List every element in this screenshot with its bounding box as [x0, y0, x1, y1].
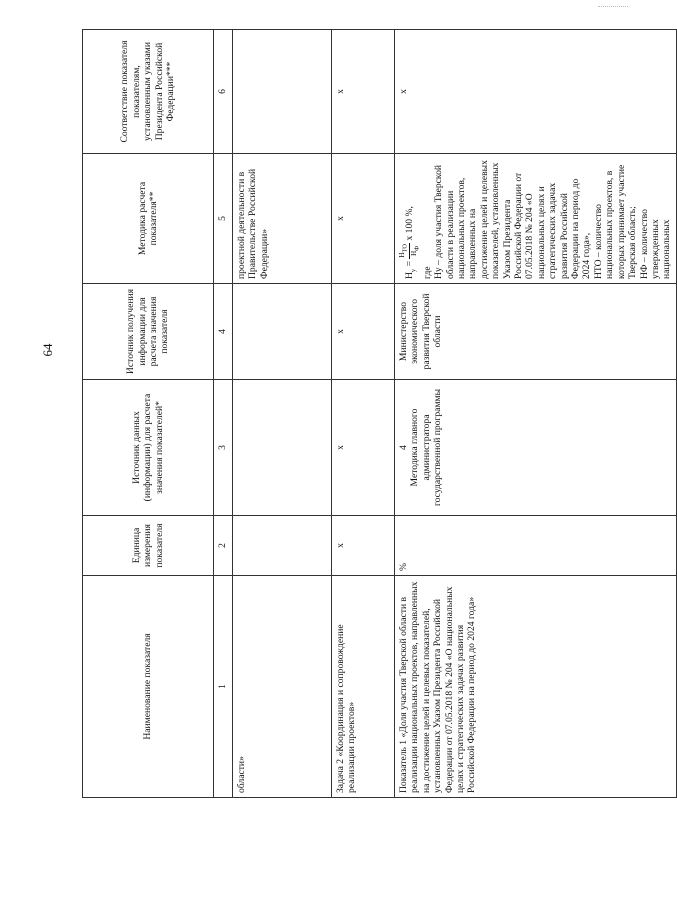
cell-compliance [233, 30, 332, 154]
header-data-source: Источник данных (информации) для расчета значения показателей* [83, 380, 214, 516]
page-number: 64 [40, 343, 55, 357]
indicator-table [82, 29, 677, 798]
method-text: Ну – доля участия Тверской области в реализации национальных проектов, направленных на достижение целей и целевых показателей, установленных Указом Президента Российской Федерации от 07.05.2018 № 204 «О национальных целях и стратегических задачах развития Российской Федерации на период до 2024 года», [433, 160, 593, 279]
indicator-table-wrapper [82, 30, 673, 798]
header-compliance: Соответствие показателя показателям, установленным указами Президента Российской Федерации*** [83, 30, 214, 154]
cell-data-source [233, 380, 332, 516]
data-source-number: 4 [398, 445, 409, 450]
column-number: 6 [214, 30, 233, 154]
table-row-task [332, 30, 395, 798]
table-header-row [83, 30, 214, 798]
cell-data-source: х [332, 380, 395, 516]
cell-data-source [395, 380, 677, 516]
cell-info-source: х [332, 284, 395, 380]
cell-method: проектной деятельности в Правительстве Российской Федерации» [233, 154, 332, 284]
formula-numerator-symbol: Н [398, 252, 406, 258]
cell-name: области» [233, 576, 332, 798]
header-indicator-name: Наименование показателя [83, 576, 214, 798]
formula-lhs-sub: у [410, 268, 417, 273]
column-number: 3 [214, 380, 233, 516]
table-row-indicator [395, 30, 677, 798]
header-unit: Единица измерения показателя [83, 516, 214, 576]
column-number: 5 [214, 154, 233, 284]
cell-method [395, 154, 677, 284]
column-number: 4 [214, 284, 233, 380]
scan-mark [598, 6, 628, 9]
cell-name: Задача 2 «Координация и сопровождение реализации проектов» [332, 576, 395, 798]
formula: $Н_у$ = $Н_{ТО}$ $Н_Ф$ x 100 %, [398, 206, 421, 279]
method-text: НТО – количество национальных проектов, в которых принимает участие Тверская область; [592, 164, 639, 279]
column-number: 2 [214, 516, 233, 576]
cell-unit [233, 516, 332, 576]
formula-lhs: Н [404, 272, 416, 279]
formula-rest: x 100 %, [404, 206, 416, 241]
formula-denominator [410, 243, 421, 259]
cell-info-source: Министерство экономического развития Тверской области [395, 284, 677, 380]
cell-compliance: х [332, 30, 395, 154]
header-info-source: Источник получения информации для расчета значения показателя [83, 284, 214, 380]
cell-info-source [233, 284, 332, 380]
cell-name: Показатель 1 «Доля участия Тверской области в реализации национальных проектов, направленных на достижение целей и целевых показателей, установленных Указом Президента Российской Федерации от 07.05.2018 № 204 «О национальных целях и стратегических задачах развития Российской Федерации на период до 2024 года» [395, 576, 677, 798]
cell-unit: х [332, 516, 395, 576]
cell-compliance: х [395, 30, 677, 154]
cell-unit: % [395, 516, 677, 576]
formula-denominator-sub: Ф [413, 245, 421, 251]
cell-method: х [332, 154, 395, 284]
formula-denominator-symbol: Н [410, 250, 419, 256]
table-number-row [214, 30, 233, 798]
method-text: где [421, 266, 433, 279]
formula-fraction [398, 243, 422, 259]
table-row-continuation [233, 30, 332, 798]
header-method: Методика расчета показателя** [83, 154, 214, 284]
data-source-text: Методика главного администратора государственной программы [409, 388, 444, 507]
formula-numerator [398, 243, 410, 259]
method-text: НФ – количество утвержденных национальных [638, 209, 673, 279]
column-number: 1 [214, 576, 233, 798]
formula-numerator-sub: ТО [401, 243, 409, 253]
